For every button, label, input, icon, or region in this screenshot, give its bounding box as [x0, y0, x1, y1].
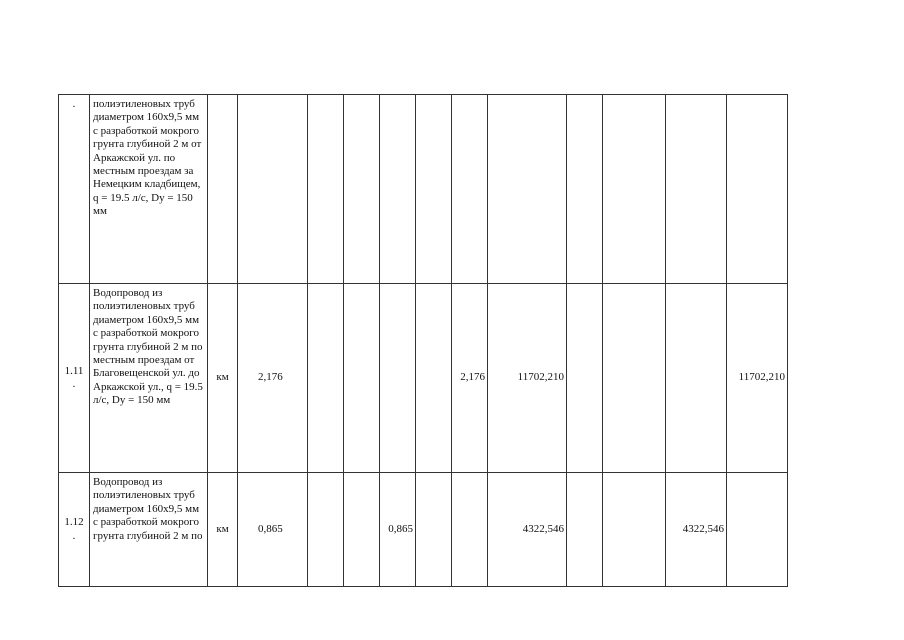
row-number: 1.12 . — [59, 473, 90, 587]
cost-cell: 4322,546 — [488, 473, 567, 587]
cost-cell — [488, 95, 567, 284]
cost-year-cell — [727, 95, 788, 284]
work-description: полиэтиленовых труб диаметром 160х9,5 мм с разработкой мокрого грунта глубиной 2 м от Аркажской ул. по местным проездам за Немецким кладбищем, q = 19.5 л/с, Dy = 150 мм — [90, 95, 208, 284]
quantity-cell: 0,865 — [238, 473, 308, 587]
unit-cell: км — [208, 473, 238, 587]
year-cell — [452, 473, 488, 587]
row-number: . — [59, 95, 90, 284]
quantity-cell — [238, 95, 308, 284]
table-row — [59, 95, 788, 284]
table-row — [59, 473, 788, 587]
year-cell — [308, 95, 344, 284]
year-cell — [308, 284, 344, 473]
row-number: 1.11 . — [59, 284, 90, 473]
year-cell — [416, 473, 452, 587]
cost-year-cell — [603, 284, 666, 473]
investment-table — [58, 94, 788, 587]
year-cell — [452, 95, 488, 284]
work-description: Водопровод из полиэтиленовых труб диаметром 160х9,5 мм с разработкой мокрого грунта глубиной 2 м по местным проездам от Благовещенской ул. до Аркажской ул., q = 19.5 л/с, Dy = 150 мм — [90, 284, 208, 473]
cost-year-cell — [567, 284, 603, 473]
year-cell — [308, 473, 344, 587]
cost-year-cell: 11702,210 — [727, 284, 788, 473]
table-row — [59, 284, 788, 473]
cost-year-cell — [666, 284, 727, 473]
cost-year-cell: 4322,546 — [666, 473, 727, 587]
cost-year-cell — [727, 473, 788, 587]
work-description: Водопровод из полиэтиленовых труб диаметром 160х9,5 мм с разработкой мокрого грунта глубиной 2 м по — [90, 473, 208, 587]
year-cell — [416, 95, 452, 284]
quantity-cell: 2,176 — [238, 284, 308, 473]
year-cell — [380, 284, 416, 473]
year-cell — [344, 284, 380, 473]
unit-cell — [208, 95, 238, 284]
year-cell — [380, 95, 416, 284]
year-cell: 0,865 — [380, 473, 416, 587]
cost-year-cell — [666, 95, 727, 284]
cost-cell: 11702,210 — [488, 284, 567, 473]
cost-year-cell — [603, 95, 666, 284]
cost-year-cell — [603, 473, 666, 587]
unit-cell: км — [208, 284, 238, 473]
year-cell — [344, 95, 380, 284]
year-cell: 2,176 — [452, 284, 488, 473]
cost-year-cell — [567, 473, 603, 587]
year-cell — [416, 284, 452, 473]
year-cell — [344, 473, 380, 587]
cost-year-cell — [567, 95, 603, 284]
